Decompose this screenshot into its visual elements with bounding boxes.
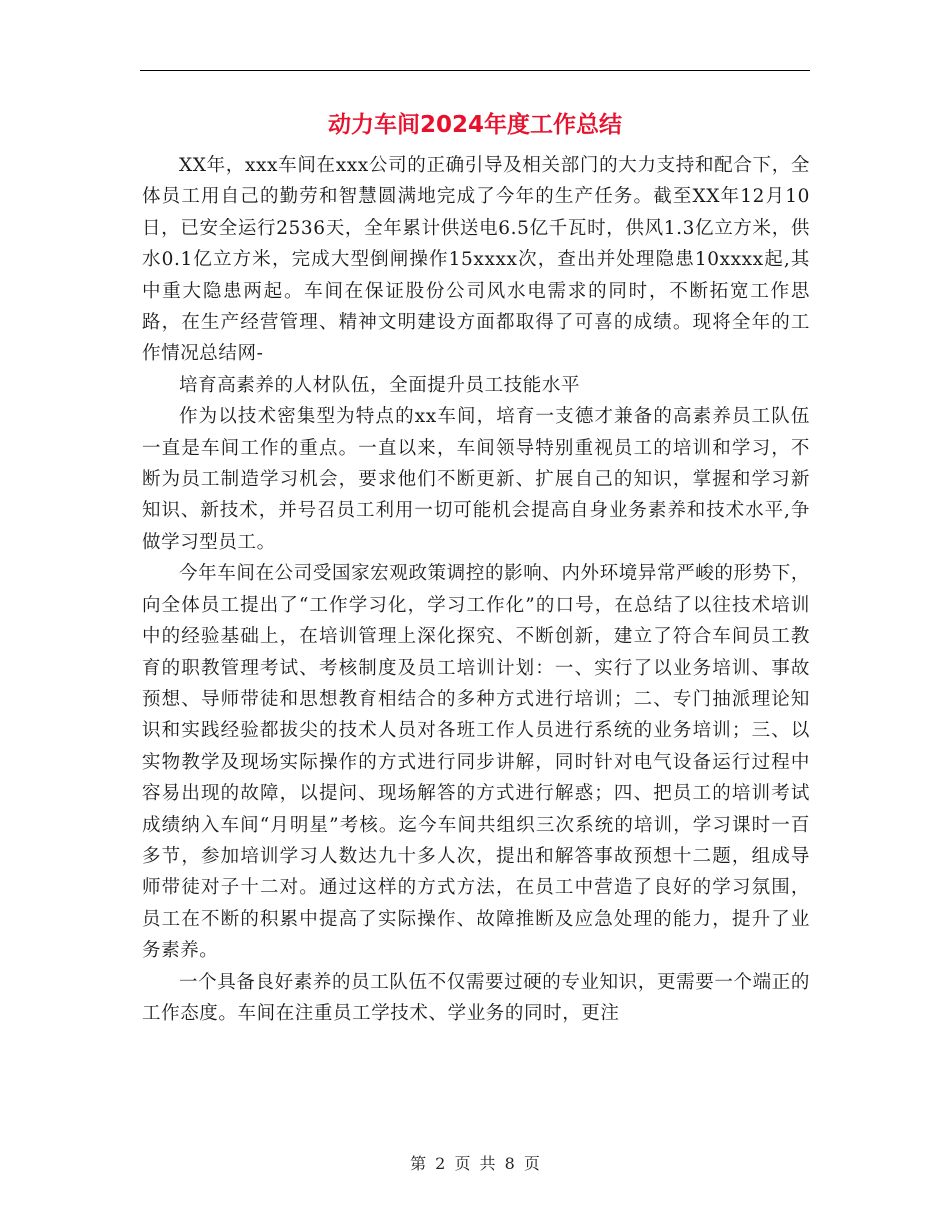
document-title: 动力车间2024年度工作总结 — [327, 112, 622, 138]
document-body — [142, 150, 810, 1029]
paragraph-intro: XX年，xxx车间在xxx公司的正确引导及相关部门的大力支持和配合下，全体员工用自己的勤劳和智慧圆满地完成了今年的生产任务。截至XX年12月10日，已安全运行2536天，全年累计供送电6.5亿千瓦时，供风1.3亿立方米，供水0.1亿立方米，完成大型倒闸操作15xxxx次，查出并处理隐患10xxxx起,其中重大隐患两起。车间在保证股份公司风水电需求的同时，不断拓宽工作思路，在生产经营管理、精神文明建设方面都取得了可喜的成绩。现将全年的工作情况总结网- — [142, 155, 810, 365]
paragraph-training-focus: 作为以技术密集型为特点的xx车间，培育一支德才兼备的高素养员工队伍一直是车间工作的重点。一直以来，车间领导特别重视员工的培训和学习，不断为员工制造学习机会，要求他们不断更新、扩展自己的知识，掌握和学习新知识、新技术，并号召员工利用一切可能机会提高自身业务素养和技术水平,争做学习型员工。 — [142, 406, 810, 553]
paragraph-work-attitude: 一个具备良好素养的员工队伍不仅需要过硬的专业知识，更需要一个端正的工作态度。车间在注重员工学技术、学业务的同时，更注 — [142, 971, 810, 1024]
header-rule — [140, 70, 810, 71]
page-number-footer: 第 2 页 共 8 页 — [410, 1154, 540, 1173]
paragraph-section-heading: 培育高素养的人材队伍，全面提升员工技能水平 — [179, 374, 581, 396]
paragraph-training-plan: 今年车间在公司受国家宏观政策调控的影响、内外环境异常严峻的形势下，向全体员工提出了“工作学习化，学习工作化”的口号，在总结了以往技术培训中的经验基础上，在培训管理上深化探究、不断创新，建立了符合车间员工教育的职教管理考试、考核制度及员工培训计划：一、实行了以业务培训、事故预想、导师带徒和思想教育相结合的多种方式进行培训；二、专门抽派理论知识和实践经验都拔尖的技术人员对各班工作人员进行系统的业务培训；三、以实物教学及现场实际操作的方式进行同步讲解，同时针对电气设备运行过程中容易出现的故障，以提问、现场解答的方式进行解惑；四、把员工的培训考试成绩纳入车间“月明星”考核。迄今车间共组织三次系统的培训，学习课时一百多节，参加培训学习人数达九十多人次，提出和解答事故预想十二题，组成导师带徒对子十二对。通过这样的方式方法，在员工中营造了良好的学习氛围，员工在不断的积累中提高了实际操作、故障推断及应急处理的能力，提升了业务素养。 — [142, 563, 810, 962]
